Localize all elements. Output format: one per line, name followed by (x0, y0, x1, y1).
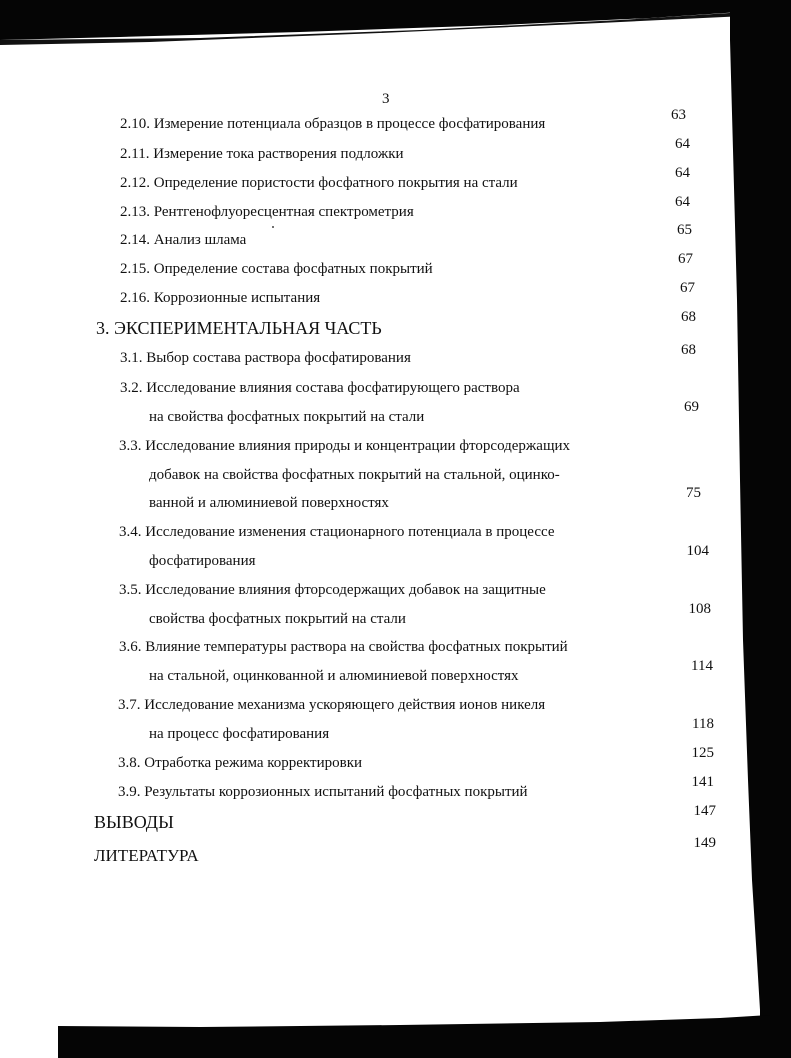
toc-entry-3-4-page-number: 104 (686, 543, 709, 559)
toc-entry-3-3-line-1: 3.3. Исследование влияния природы и концентрации фторсодержащих (119, 438, 571, 454)
toc-entry-3-5-page-number: 108 (688, 601, 711, 617)
toc-entry-3-1-page-number: 68 (681, 342, 696, 358)
toc-entry-3-6-line-2: на стальной, оцинкованной и алюминиевой поверхностях (149, 668, 519, 684)
toc-entry-2-16-line-1: 2.16. Коррозионные испытания (120, 290, 321, 306)
toc-entry-2-12-line-1: 2.12. Определение пористости фосфатного покрытия на стали (120, 175, 518, 191)
toc-entry-3-6-line-1: 3.6. Влияние температуры раствора на свойства фосфатных покрытий (119, 639, 568, 655)
toc-entry-3-8-page-number: 125 (691, 745, 714, 761)
toc-entry-literature-line-1: ЛИТЕРАТУРА (94, 846, 199, 865)
toc-entry-2-14-line-1: 2.14. Анализ шлама (120, 232, 247, 248)
toc-entry-3-1-line-1: 3.1. Выбор состава раствора фосфатирования (120, 350, 411, 366)
toc-entry-3-2-line-1: 3.2. Исследование влияния состава фосфатирующего раствора (120, 380, 520, 396)
toc-entry-3-3-line-2: добавок на свойства фосфатных покрытий на стальной, оцинко- (149, 467, 560, 483)
toc-entry-3-4-line-1: 3.4. Исследование изменения стационарного потенциала в процессе (119, 524, 555, 540)
toc-entry-2-13-line-1: 2.13. Рентгенофлуоресцентная спектрометрия (120, 204, 414, 220)
toc-entry-2-12-page-number: 64 (675, 165, 690, 181)
toc-entry-3-5-line-2: свойства фосфатных покрытий на стали (149, 611, 406, 627)
toc-entry-3-2-line-2: на свойства фосфатных покрытий на стали (149, 409, 425, 425)
toc-entry-3-6-page-number: 114 (691, 658, 713, 674)
bottom-shadow (58, 1015, 791, 1058)
toc-entry-2-13-page-number: 64 (675, 194, 690, 210)
scan-speck (272, 226, 274, 228)
toc-entry-2-14-page-number: 65 (677, 222, 692, 238)
toc-entry-literature-page-number: 149 (693, 835, 716, 851)
toc-entry-3-9-line-1: 3.9. Результаты коррозионных испытаний фосфатных покрытий (118, 784, 528, 800)
toc-entry-conclusions-line-1: ВЫВОДЫ (94, 812, 174, 832)
toc-entry-3-7-page-number: 118 (692, 716, 714, 732)
toc-entry-2-15-line-1: 2.15. Определение состава фосфатных покрытий (120, 261, 433, 277)
toc-entry-3-7-line-2: на процесс фосфатирования (149, 726, 330, 742)
toc-entry-3-3-page-number: 75 (686, 485, 701, 501)
toc-entry-2-11-page-number: 64 (675, 136, 690, 152)
toc-entry-3-line-1: 3. ЭКСПЕРИМЕНТАЛЬНАЯ ЧАСТЬ (96, 318, 382, 338)
right-shadow (730, 0, 791, 1058)
toc-entry-2-16-page-number: 67 (680, 280, 695, 296)
toc-entry-3-7-line-1: 3.7. Исследование механизма ускоряющего действия ионов никеля (118, 697, 546, 713)
toc-entry-2-15-page-number: 67 (678, 251, 693, 267)
toc-entry-2-10-line-1: 2.10. Измерение потенциала образцов в процессе фосфатирования (120, 116, 546, 132)
toc-entry-3-4-line-2: фосфатирования (149, 553, 256, 569)
page-number: 3 (382, 91, 390, 107)
toc-entry-3-5-line-1: 3.5. Исследование влияния фторсодержащих добавок на защитные (119, 582, 546, 598)
toc-entry-3-9-page-number: 141 (691, 774, 714, 790)
toc-entry-3-8-line-1: 3.8. Отработка режима корректировки (118, 755, 363, 771)
toc-entry-2-11-line-1: 2.11. Измерение тока растворения подложки (120, 146, 404, 162)
toc-entry-conclusions-page-number: 147 (693, 803, 716, 819)
toc-entry-3-3-line-3: ванной и алюминиевой поверхностях (149, 495, 389, 511)
toc-entry-3-page-number: 68 (681, 309, 696, 325)
toc-entry-3-2-page-number: 69 (684, 399, 699, 415)
toc-entry-2-10-page-number: 63 (671, 107, 686, 123)
